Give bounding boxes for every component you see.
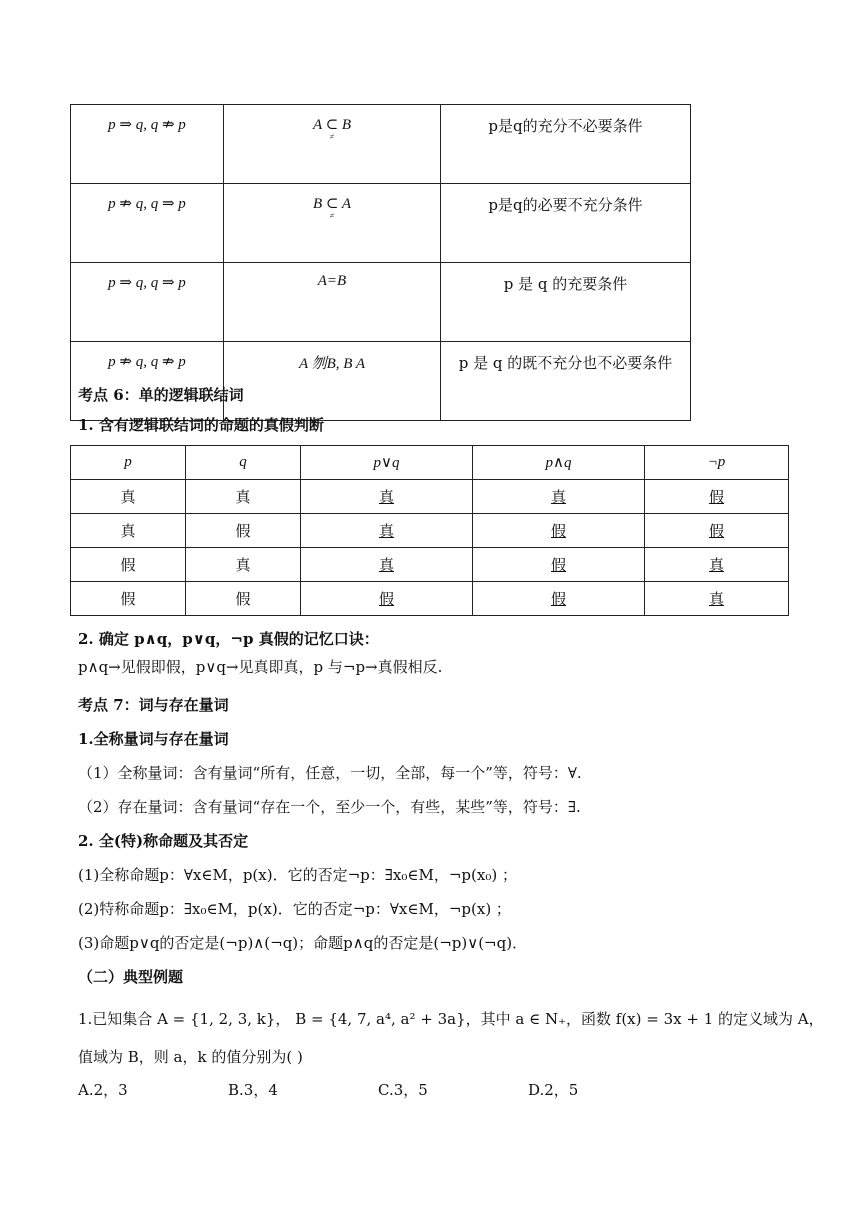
section-heading-k7: 考点 7：词与存在量词: [78, 696, 229, 714]
truth-table: [70, 445, 789, 616]
cell: 真: [71, 514, 186, 548]
option-a: A.2，3: [78, 1081, 128, 1099]
header-cell: p: [71, 446, 186, 480]
neq-mark: ≠: [329, 132, 335, 141]
section-heading-examples: （二）典型例题: [78, 968, 184, 986]
header-cell: p∨q: [301, 446, 473, 480]
set-text: A 刎B, B A: [298, 356, 366, 372]
table-row: [71, 263, 691, 342]
meaning-cell: p 是 q 的充要条件: [441, 263, 691, 342]
mnemonic-text: p∧q→见假即假，p∨q→见真即真，p 与¬p→真假相反.: [78, 658, 443, 676]
set-text: A ⊂ B: [312, 117, 352, 133]
header-cell: p∧q: [473, 446, 645, 480]
header-cell: q: [186, 446, 301, 480]
header-cell: ¬p: [645, 446, 789, 480]
section-heading-k6: 考点 6：单的逻辑联结词: [78, 386, 244, 404]
table-row: [71, 582, 789, 616]
cell: 真: [71, 480, 186, 514]
cell: 真: [473, 480, 645, 514]
negation-existential: (2)特称命题p：∃x₀∈M，p(x)．它的否定¬p：∀x∈M，¬p(x) ；: [78, 900, 511, 918]
cell: 假: [473, 582, 645, 616]
universal-quantifier-text: （1）全称量词：含有量词“所有，任意，一切，全部，每一个”等，符号：∀.: [78, 764, 582, 782]
cell: 真: [645, 548, 789, 582]
cell: 真: [301, 548, 473, 582]
subheading-quantifiers: 1.全称量词与存在量词: [78, 730, 229, 748]
existential-quantifier-text: （2）存在量词：含有量词“存在一个，至少一个，有些，某些”等，符号：∃.: [78, 798, 581, 816]
cell: 真: [301, 514, 473, 548]
cell: 假: [71, 548, 186, 582]
cell: 真: [186, 548, 301, 582]
negation-universal: (1)全称命题p：∀x∈M，p(x)．它的否定¬p：∃x₀∈M，¬p(x₀) ；: [78, 866, 517, 884]
table-row: [71, 342, 691, 421]
table-row: [71, 548, 789, 582]
cell: 真: [645, 582, 789, 616]
cell: 真: [301, 480, 473, 514]
condition-table: [70, 104, 691, 421]
cell: 假: [473, 548, 645, 582]
cell: 假: [645, 514, 789, 548]
relation-cell: p ⇏ q, q ⇏ p: [71, 342, 224, 421]
question-1-line-1: 1.已知集合 A = {1, 2, 3, k}， B = {4, 7, a⁴, a² + 3a}，其中 a ∈ N₊，函数 f(x) = 3x + 1 的定义域为 A，: [78, 1010, 824, 1028]
table-header-row: [71, 446, 789, 480]
subheading-truth-table: 1. 含有逻辑联结词的命题的真假判断: [78, 416, 324, 434]
table-row: [71, 514, 789, 548]
relation-cell: p ⇏ q, q ⇒ p: [71, 184, 224, 263]
neq-mark: ≠: [329, 211, 335, 220]
option-d: D.2，5: [528, 1081, 579, 1099]
question-1-line-2: 值域为 B，则 a，k 的值分别为( ): [78, 1048, 303, 1066]
meaning-cell: p 是 q 的既不充分也不必要条件: [441, 342, 691, 421]
meaning-cell: p是q的充分不必要条件: [441, 105, 691, 184]
subheading-mnemonic: 2. 确定 p∧q，p∨q，¬p 真假的记忆口诀：: [78, 630, 379, 648]
option-b: B.3，4: [228, 1081, 278, 1099]
cell: 假: [645, 480, 789, 514]
table-row: [71, 105, 691, 184]
subheading-negation: 2. 全(特)称命题及其否定: [78, 832, 249, 850]
set-relation-cell: [224, 263, 441, 342]
table-row: [71, 480, 789, 514]
cell: 假: [473, 514, 645, 548]
negation-compound: (3)命题p∨q的否定是(¬p)∧(¬q)；命题p∧q的否定是(¬p)∨(¬q)．: [78, 934, 528, 952]
cell: 假: [301, 582, 473, 616]
relation-cell: p ⇒ q, q ⇒ p: [71, 263, 224, 342]
set-relation-cell: [224, 184, 441, 263]
set-text: B ⊂ A: [312, 196, 352, 212]
set-relation-cell: [224, 105, 441, 184]
meaning-cell: p是q的必要不充分条件: [441, 184, 691, 263]
option-c: C.3，5: [378, 1081, 428, 1099]
table-row: [71, 184, 691, 263]
set-text: A=B: [317, 273, 347, 289]
cell: 假: [186, 582, 301, 616]
relation-cell: p ⇒ q, q ⇏ p: [71, 105, 224, 184]
cell: 假: [71, 582, 186, 616]
set-relation-cell: [224, 342, 441, 421]
cell: 真: [186, 480, 301, 514]
cell: 假: [186, 514, 301, 548]
